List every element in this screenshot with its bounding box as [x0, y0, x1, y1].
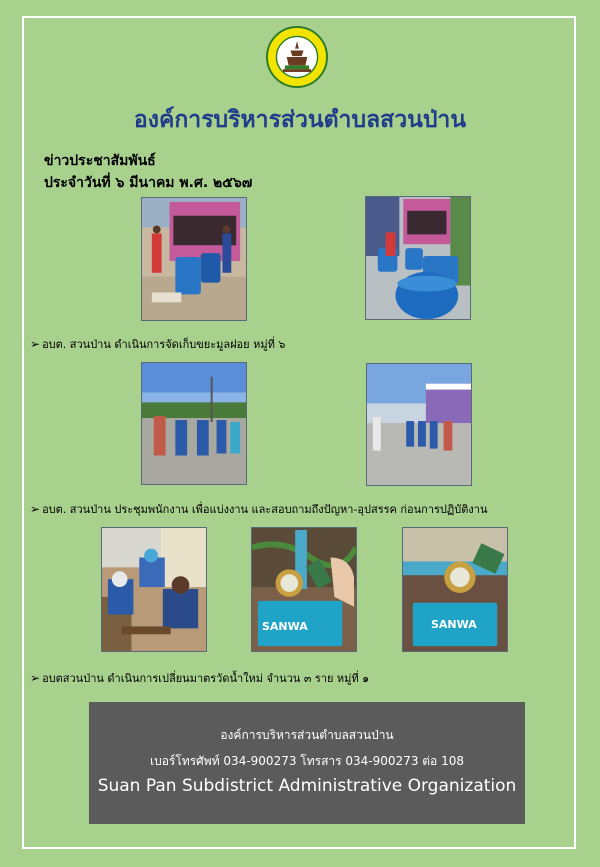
caption-text: อบต. สวนป่าน ดำเนินการจัดเก็บขยะมูลฝอย หมู่ที่ ๖ — [42, 338, 286, 351]
arrow-bullet-icon: ➢ — [30, 671, 41, 685]
arrow-bullet-icon: ➢ — [30, 337, 41, 351]
footer-contact-box — [89, 702, 525, 824]
caption-meeting — [30, 500, 488, 518]
photo-meter-work — [101, 527, 207, 652]
photo-meeting-1 — [141, 362, 247, 485]
org-logo — [266, 26, 328, 88]
photo-meter-closeup-2 — [402, 527, 508, 652]
meter-brand-label: SANWA — [431, 618, 477, 631]
caption-text: อบต. สวนป่าน ประชุมพนักงาน เพื่อแบ่งงาน และสอบถามถึงปัญหา-อุปสรรค ก่อนการปฏิบัติงาน — [42, 503, 488, 516]
news-label: ข่าวประชาสัมพันธ์ — [44, 153, 156, 169]
footer-org-english: Suan Pan Subdistrict Administrative Organization — [97, 776, 517, 796]
photo-meeting-2 — [366, 363, 472, 486]
photo-garbage-truck-1 — [141, 197, 247, 321]
photo-meter-closeup-1 — [251, 527, 357, 652]
date-line: ประจำวันที่ ๖ มีนาคม พ.ศ. ๒๕๖๗ — [44, 175, 253, 191]
page-title: องค์การบริหารส่วนตำบลสวนป่าน — [133, 107, 467, 133]
photo-garbage-truck-2 — [365, 196, 471, 320]
meter-brand-label: SANWA — [262, 620, 308, 633]
caption-meter — [30, 669, 369, 687]
arrow-bullet-icon: ➢ — [30, 502, 41, 516]
footer-phone-line: เบอร์โทรศัพท์ 034-900273 โทรสาร 034-900273 ต่อ 108 — [150, 754, 464, 768]
caption-text: อบตสวนป่าน ดำเนินการเปลี่ยนมาตรวัดน้ำใหม่ จำนวน ๓ ราย หมู่ที่ ๑ — [42, 672, 370, 685]
caption-garbage — [30, 335, 285, 353]
footer-org-thai: องค์การบริหารส่วนตำบลสวนป่าน — [220, 728, 394, 742]
